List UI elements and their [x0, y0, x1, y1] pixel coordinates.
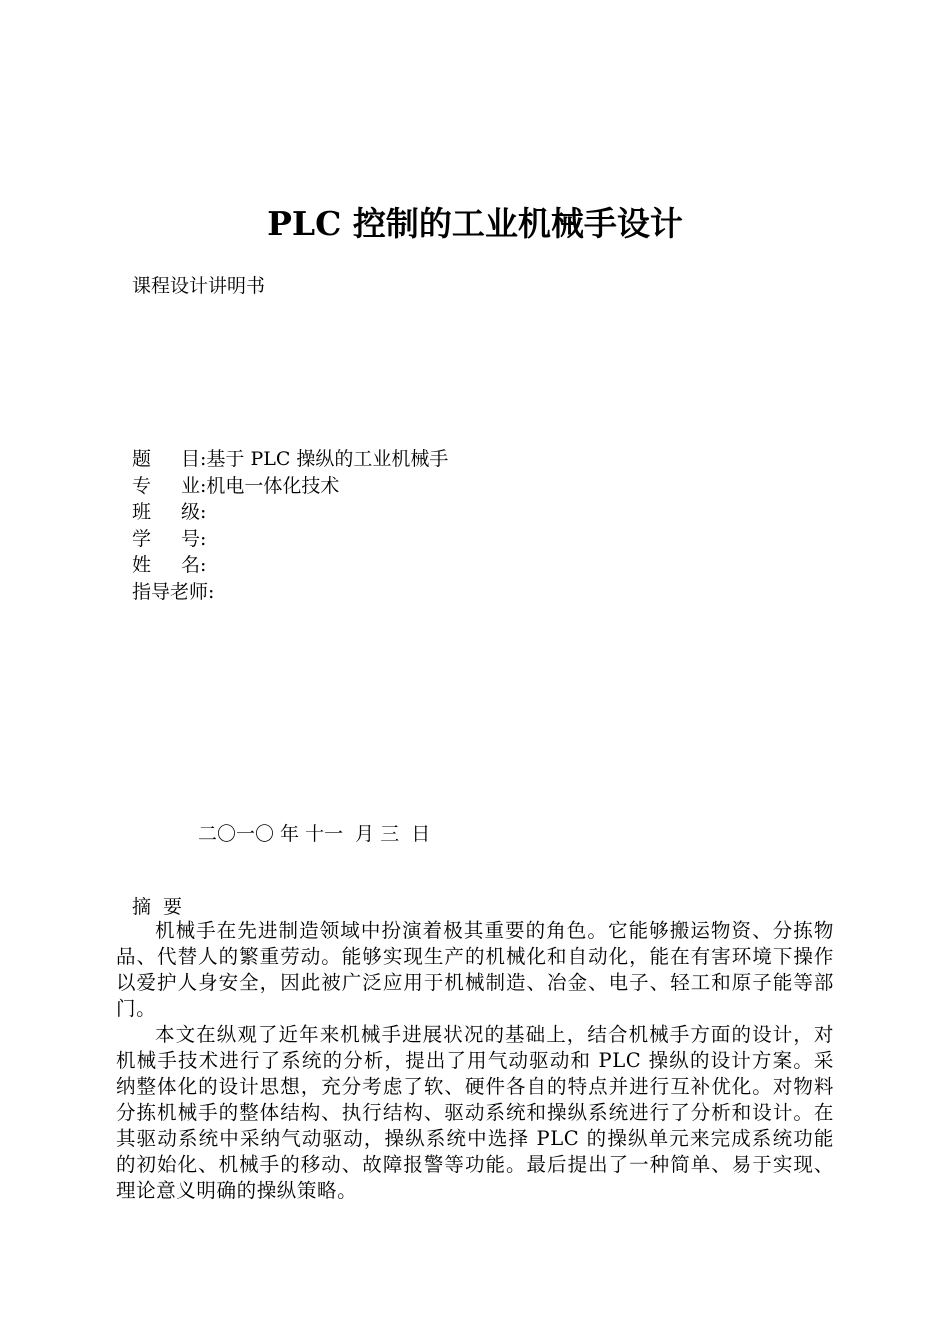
info-value: : — [208, 580, 215, 603]
info-row-topic — [132, 446, 448, 473]
info-label: 指导老师 — [132, 580, 209, 603]
document-subtitle: 课程设计讲明书 — [132, 275, 266, 297]
info-label: 学号 — [132, 527, 200, 550]
abstract-heading: 摘要 — [132, 896, 195, 918]
info-value: : — [200, 501, 207, 523]
info-row-student-id — [132, 526, 448, 553]
abstract-paragraph: 机械手在先进制造领域中扮演着极其重要的角色。它能够搬运物资、分拣物品、代替人的繁重劳动。能够实现生产的机械化和自动化，能在有害环境下操作以爱护人身安全，因此被广泛应用于机械制造、冶金、电子、轻工和原子能等部门。 — [116, 919, 834, 1020]
info-value: :基于 PLC 操纵的工业机械手 — [200, 448, 449, 470]
abstract-paragraph: 本文在纵观了近年来机械手进展状况的基础上，结合机械手方面的设计，对机械手技术进行了系统的分析，提出了用气动驱动和 PLC 操纵的设计方案。采纳整体化的设计思想，充分考虑了软、硬件各自的特点并进行互补优化。对物料分拣机械手的整体结构、执行结构、驱动系统和操纵系统进行了分析和设计。在其驱动系统中采纳气动驱动，操纵系统中选择 PLC 的操纵单元来完成系统功能的初始化、机械手的移动、故障报警等功能。最后提出了一种简单、易于实现、理论意义明确的操纵策略。 — [116, 1023, 834, 1202]
info-label: 姓名 — [132, 554, 200, 576]
info-row-class — [132, 499, 448, 526]
info-row-advisor — [132, 579, 448, 606]
info-row-name — [132, 552, 448, 579]
info-label: 专业 — [132, 474, 200, 497]
info-value: :机电一体化技术 — [200, 474, 340, 497]
cover-info-list — [132, 446, 448, 605]
info-value: : — [200, 554, 207, 576]
info-label: 班级 — [132, 501, 200, 523]
document-title: PLC 控制的工业机械手设计 — [267, 204, 683, 243]
info-value: : — [200, 527, 207, 550]
info-row-major — [132, 473, 448, 500]
document-date: 二〇一〇 年 十一 月 三 日 — [198, 823, 431, 845]
abstract-body — [116, 918, 834, 1204]
info-label: 题目 — [132, 448, 200, 470]
